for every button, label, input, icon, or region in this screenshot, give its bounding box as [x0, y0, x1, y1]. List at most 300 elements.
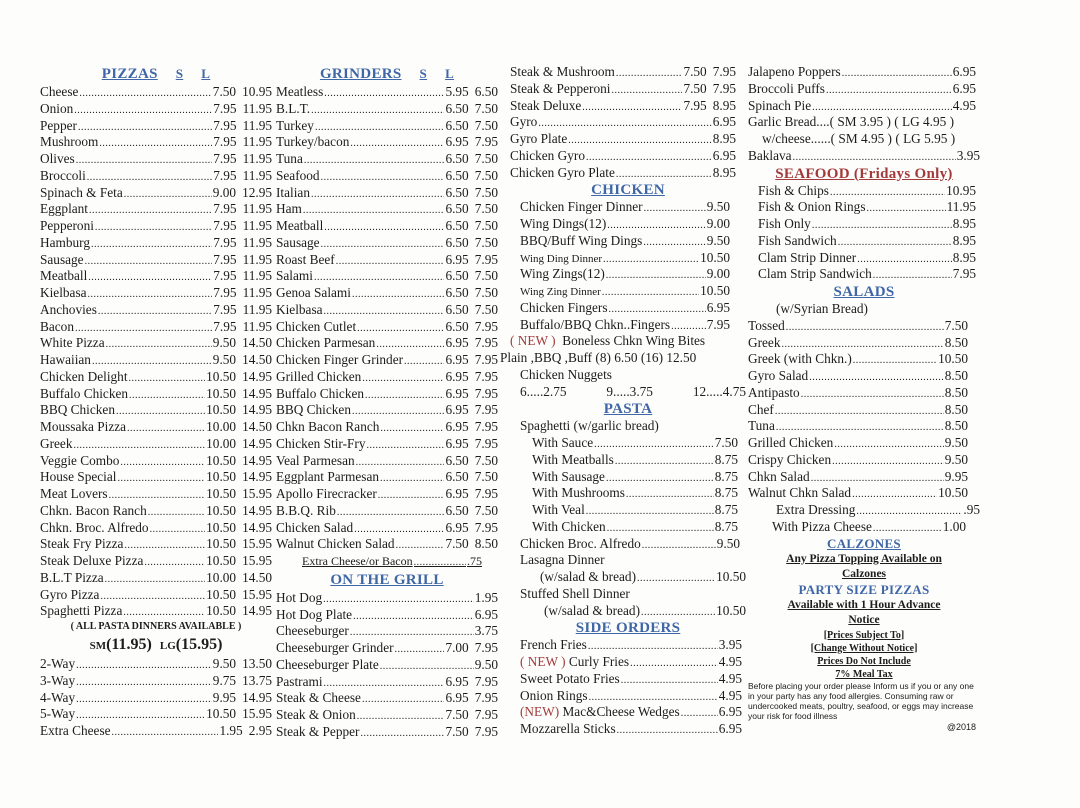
menu-item-price: 8.75: [714, 485, 738, 501]
menu-item-name: Steak Fry Pizza: [40, 536, 124, 552]
menu-item-price-large: 11.95: [242, 167, 272, 183]
menu-item-name: Buffalo Chicken: [40, 385, 129, 401]
menu-item-price-small: 6.50: [445, 469, 469, 485]
party-title: PARTY SIZE PIZZAS: [798, 581, 930, 597]
dot-leader: [144, 555, 205, 572]
menu-item-row: [510, 233, 746, 250]
menu-item-price-large: 7.50: [474, 502, 498, 518]
menu-item-price-large: 7.95: [474, 519, 498, 535]
menu-item-name: Broccoli: [40, 167, 86, 183]
menu-item-row: [748, 250, 980, 267]
prices-note-2: [Change Without Notice]: [810, 642, 918, 654]
menu-item-price: 9.95: [944, 468, 968, 484]
menu-item-price-small: 6.50: [445, 184, 469, 200]
menu-item-name: Fish & Onion Rings: [758, 199, 866, 215]
menu-item-row: [40, 386, 272, 403]
lasagna-sub: (w/salad & bread) ..... 10.50: [510, 569, 746, 586]
menu-item-price: 9.00: [706, 266, 730, 282]
menu-item-row: [40, 134, 272, 151]
steak-gyro-list: [510, 64, 746, 181]
menu-item-price: 4.95: [718, 654, 742, 669]
appetizer-list: [748, 64, 980, 114]
menu-item-name: With Mushrooms: [532, 485, 625, 501]
menu-item-price: 8.50: [944, 418, 968, 434]
dot-leader: [105, 572, 206, 589]
menu-item-price-small: 6.95: [445, 690, 469, 706]
menu-item-price-small: 10.50: [206, 502, 237, 518]
menu-item-row: [510, 148, 746, 165]
menu-item-name: Chicken Gyro: [510, 147, 585, 163]
menu-item-row: [510, 671, 746, 688]
menu-item-name: Steak Deluxe Pizza: [40, 553, 144, 568]
menu-item-price: 9.50: [706, 232, 730, 248]
menu-item-row: [276, 319, 498, 336]
menu-item-name: Veggie Combo: [40, 452, 120, 468]
menu-item-name: Grilled Chicken: [276, 368, 362, 384]
menu-item-row: [748, 216, 980, 233]
menu-item-price: 8.75: [714, 502, 738, 517]
menu-item-name: Tuna: [276, 151, 303, 166]
chicken-title: CHICKEN: [591, 182, 665, 199]
menu-item-name: Chicken Stir-Fry: [276, 435, 366, 451]
menu-item-row: [510, 469, 746, 486]
menu-item-row: [276, 640, 498, 657]
menu-item-name: Spaghetti Pizza: [40, 603, 123, 619]
menu-item-price-large: 11.95: [242, 301, 272, 317]
menu-item-row: [276, 607, 498, 624]
menu-item-price-small: 9.50: [212, 335, 237, 351]
menu-item-row: [40, 469, 272, 486]
seafood-list: [748, 183, 980, 284]
menu-item-row: [510, 266, 746, 283]
menu-item-name: Onion: [40, 100, 74, 116]
menu-item-price-small: 6.50: [445, 452, 469, 468]
menu-item-price-small: 7.50: [683, 80, 707, 96]
menu-item-price-small: 10.50: [206, 536, 237, 552]
menu-item-price: 6.95: [712, 147, 736, 163]
menu-item-row: [748, 64, 980, 81]
menu-item-name: Wing Zing Dinner: [520, 286, 601, 298]
menu-item-row: [276, 536, 498, 553]
menu-item-price-large: 11.95: [242, 134, 272, 150]
menu-item-price-small: 6.50: [445, 234, 469, 250]
menu-item-price: 10.50: [938, 351, 968, 367]
column-pizzas: [40, 64, 272, 740]
menu-item-row: [276, 690, 498, 707]
dot-leader: [366, 438, 444, 455]
menu-item-name: Chicken Finger Grinder: [276, 352, 404, 367]
menu-item-price-large: 14.50: [242, 569, 272, 585]
menu-item-row: [510, 199, 746, 216]
menu-item-price: 8.50: [944, 401, 968, 417]
new-tag: ( NEW ): [520, 654, 566, 669]
menu-item-name: Wing Ding Dinner: [520, 252, 603, 265]
menu-item-price-large: 14.95: [242, 502, 272, 518]
menu-item-price-small: 7.95: [213, 117, 237, 133]
menu-item-price: 8.50: [944, 384, 968, 400]
menu-item-row: [276, 101, 498, 118]
menu-item-price-small: 6.95: [445, 519, 469, 535]
menu-item-row: [276, 386, 498, 403]
menu-item-price: 4.95: [718, 687, 742, 703]
menu-item-price-large: 7.95: [474, 690, 498, 706]
menu-item-row: [276, 503, 498, 520]
menu-item-name: Tuna: [748, 418, 775, 434]
menu-item-name: Mac&Cheese Wedges: [562, 704, 680, 720]
menu-item-price-small: 10.50: [206, 385, 237, 401]
menu-item-row: [40, 268, 272, 285]
way-lg-label: LG: [159, 640, 176, 652]
grinders-size-large: L: [445, 66, 455, 81]
menu-item-row: [40, 235, 272, 252]
dot-leader: [395, 642, 445, 659]
menu-item-price-large: 11.95: [242, 318, 272, 334]
nuggets-label: Chicken Nuggets: [520, 366, 612, 382]
menu-item-row: [40, 520, 272, 537]
menu-item-price: 10.50: [938, 485, 968, 501]
dot-leader: [582, 100, 682, 117]
menu-item-row: [510, 250, 746, 267]
column-right: [748, 64, 980, 721]
menu-item-row: [40, 168, 272, 185]
menu-item-name: Seafood: [276, 167, 320, 183]
dot-leader: [112, 725, 219, 742]
menu-item-name: Steak & Cheese: [276, 690, 361, 706]
dot-leader: [129, 388, 205, 405]
menu-item-name: Pastrami: [276, 673, 323, 689]
menu-item-price-small: 10.50: [206, 452, 237, 468]
menu-item-name: Walnut Chkn Salad: [748, 485, 852, 501]
menu-item-name: BBQ Chicken: [40, 402, 115, 418]
menu-item-row: [276, 134, 498, 151]
menu-item-row: [510, 502, 746, 519]
menu-item-row: [276, 724, 498, 741]
dot-leader: [353, 609, 474, 626]
menu-item-price-large: 7.50: [474, 301, 498, 317]
dot-leader: [350, 136, 444, 153]
dot-leader: [786, 320, 944, 337]
dot-leader: [621, 673, 718, 690]
menu-item-price-large: 7.50: [474, 201, 498, 217]
menu-item-name: Veal Parmesan: [276, 452, 355, 468]
menu-item-name: Steak & Onion: [276, 707, 356, 722]
dot-leader: [76, 658, 212, 675]
menu-item-price-large: 11.95: [242, 268, 272, 284]
menu-item-price-large: 7.50: [474, 218, 498, 233]
menu-item-price-large: 7.50: [474, 184, 498, 200]
menu-item-row: [40, 587, 272, 604]
menu-item-row: [748, 351, 980, 368]
dot-leader: [852, 487, 937, 504]
menu-item-price: 4.95: [718, 670, 742, 686]
menu-item-name: Gyro Plate: [510, 131, 568, 146]
pasta-alfredo: Chicken Broc. Alfredo ..... 9.50: [510, 536, 746, 553]
menu-item-name: Jalapeno Poppers: [748, 64, 841, 79]
menu-item-name: Buffalo Chicken: [276, 385, 365, 401]
menu-item-row: [40, 419, 272, 436]
menu-item-row: [510, 216, 746, 233]
menu-item-name: Chkn. Bacon Ranch: [40, 502, 147, 518]
menu-item-name: Walnut Chicken Salad: [276, 536, 395, 552]
menu-item-row: [748, 385, 980, 402]
menu-item-price-small: 6.95: [445, 385, 469, 401]
menu-item-price-large: 7.95: [474, 368, 498, 384]
menu-item-row: [276, 707, 498, 724]
menu-item-price: 10.50: [700, 283, 730, 298]
menu-item-name: White Pizza: [40, 335, 105, 351]
menu-item-row: [40, 319, 272, 336]
menu-item-price-large: 7.50: [474, 151, 498, 166]
menu-item-price: 8.95: [952, 249, 976, 265]
menu-item-name: Spinach & Feta: [40, 184, 123, 200]
pasta-dinners-note: ( ALL PASTA DINNERS AVAILABLE ): [70, 621, 242, 632]
menu-item-row: [276, 151, 498, 168]
menu-item-price-small: 7.50: [445, 707, 469, 722]
dot-leader: [76, 675, 212, 692]
menu-item-price-small: 10.50: [206, 402, 237, 418]
menu-item-price-large: 14.95: [242, 385, 272, 401]
menu-item-price-large: 15.95: [242, 706, 272, 722]
menu-item-price-large: 12.95: [242, 184, 272, 200]
menu-item-row: [40, 369, 272, 386]
menu-item-price: 7.95: [706, 316, 730, 332]
column-grinders: [276, 64, 498, 741]
menu-item-price-large: 7.50: [474, 452, 498, 468]
dot-leader: [360, 726, 444, 743]
dot-leader: [809, 370, 944, 387]
way-sm-price: (11.95): [106, 636, 152, 653]
menu-item-price-large: 7.95: [474, 486, 498, 501]
menu-item-price-large: 11.95: [242, 117, 272, 133]
menu-item-price-small: 10.50: [206, 519, 237, 535]
menu-item-row: [276, 235, 498, 252]
dot-leader: [380, 471, 444, 488]
menu-item-name: Meatball: [276, 218, 324, 233]
dot-leader: [853, 353, 937, 370]
menu-item-row: [276, 218, 498, 235]
menu-item-price-small: 9.75: [212, 672, 237, 688]
menu-item-price-small: 7.95: [213, 234, 237, 250]
menu-item-name: Chef: [748, 401, 774, 417]
menu-item-price-large: 7.95: [474, 640, 498, 655]
menu-item-price-large: 14.50: [242, 419, 272, 434]
menu-item-name: Meatball: [40, 268, 88, 284]
menu-item-price-small: 7.95: [213, 318, 237, 334]
menu-item-name: Sausage: [276, 234, 320, 250]
menu-item-name: Wing Dings(12): [520, 216, 607, 231]
extra-cheese-bacon: Extra Cheese/or Bacon ..... .75: [276, 553, 482, 570]
menu-item-name: With Sausage: [532, 468, 605, 484]
dot-leader: [321, 170, 445, 187]
dot-leader: [644, 201, 706, 218]
menu-item-name: Moussaka Pizza: [40, 419, 127, 434]
grinders-header: [276, 64, 498, 84]
menu-item-name: 2-Way: [40, 656, 76, 671]
menu-item-row: [40, 118, 272, 135]
menu-item-row: [40, 453, 272, 470]
menu-item-row: [40, 201, 272, 218]
menu-item-row: [40, 185, 272, 202]
menu-item-name: Chkn Bacon Ranch: [276, 419, 380, 434]
menu-item-row: [276, 469, 498, 486]
menu-item-price-small: 10.50: [206, 603, 237, 619]
menu-item-name: Cheeseburger Grinder: [276, 640, 394, 655]
menu-item-row: [748, 318, 980, 335]
menu-item-name: 4-Way: [40, 689, 76, 705]
dot-leader: [124, 187, 212, 204]
dot-leader: [615, 454, 714, 471]
menu-item-row: [40, 486, 272, 503]
menu-item-name: Meatless: [276, 84, 324, 99]
menu-item-price-small: 6.95: [445, 486, 469, 501]
dot-leader: [616, 66, 683, 83]
party-line1: Available with 1 Hour Advance: [787, 598, 941, 611]
menu-item-row: [748, 81, 980, 98]
menu-item-name: Steak & Pepperoni: [510, 80, 611, 96]
menu-item-price: 7.50: [714, 435, 738, 450]
dot-leader: [378, 488, 445, 505]
way-sm-label: SM: [89, 640, 107, 652]
menu-item-row: [276, 185, 498, 202]
column-middle: [500, 64, 746, 738]
way-prices: [40, 634, 272, 656]
menu-item-price: 10.50: [700, 249, 730, 265]
menu-item-row: [510, 704, 746, 721]
menu-item-price: 9.50: [944, 451, 968, 467]
dot-leader: [362, 692, 445, 709]
shell-label: Stuffed Shell Dinner: [520, 585, 630, 601]
pizzas-size-large: L: [201, 66, 211, 81]
menu-item-name: Steak Deluxe: [510, 97, 582, 113]
dot-leader: [88, 270, 212, 287]
menu-item-row: [40, 503, 272, 520]
menu-item-price-large: 2.95: [248, 723, 272, 738]
menu-item-price-large: 14.95: [242, 368, 272, 384]
menu-item-name: Broccoli Puffs: [748, 80, 825, 96]
menu-item-price-small: 9.00: [212, 184, 237, 200]
menu-item-row: [40, 436, 272, 453]
menu-item-price-large: 11.95: [242, 218, 272, 233]
menu-item-name: Mozzarella Sticks: [520, 721, 616, 736]
dot-leader: [129, 371, 206, 388]
dot-leader: [832, 454, 944, 471]
dot-leader: [603, 252, 699, 269]
menu-item-row: [748, 266, 980, 283]
dot-leader: [336, 254, 445, 271]
seafood-title: SEAFOOD (Fridays Only): [775, 165, 953, 182]
menu-item-price-small: 10.50: [206, 553, 237, 568]
dot-leader: [842, 66, 952, 83]
menu-item-price-small: 10.50: [206, 586, 237, 602]
menu-item-price-large: 13.50: [242, 656, 272, 671]
menu-item-name: Clam Strip Dinner: [758, 249, 857, 265]
menu-item-row: [748, 98, 980, 115]
pasta-list: [510, 435, 746, 536]
menu-item-price: 8.95: [952, 232, 976, 248]
sides-title: SIDE ORDERS: [575, 620, 681, 637]
menu-item-row: [276, 118, 498, 135]
menu-item-price-large: 7.50: [474, 100, 498, 116]
menu-item-price: 8.75: [714, 451, 738, 467]
menu-item-row: [276, 168, 498, 185]
menu-item-price-small: 7.95: [683, 97, 707, 113]
dot-leader: [834, 437, 943, 454]
boneless-wings: ( NEW ) Boneless Chkn Wing Bites: [510, 333, 706, 349]
menu-item-name: Anchovies: [40, 301, 97, 317]
dot-leader: [116, 404, 205, 421]
menu-item-price-small: 7.95: [213, 301, 237, 317]
menu-item-name: Gyro: [510, 114, 538, 130]
menu-item-row: [510, 519, 746, 536]
menu-item-row: [748, 485, 980, 502]
dot-leader: [85, 254, 213, 271]
menu-item-price-small: 6.50: [445, 285, 469, 300]
menu-item-name: Mushroom: [40, 134, 99, 150]
menu-item-name: Fish & Chips: [758, 182, 829, 198]
menu-item-price-large: 7.95: [474, 435, 498, 451]
menu-item-name: B.L.T Pizza: [40, 569, 104, 585]
menu-item-row: [510, 300, 746, 317]
menu-item-row: [510, 81, 746, 98]
dot-leader: [380, 421, 444, 438]
menu-item-price: 9.00: [706, 216, 730, 231]
menu-item-row: [748, 418, 980, 435]
menu-item-price-small: 7.50: [445, 723, 469, 739]
calzones-title: CALZONES: [827, 535, 901, 551]
menu-item-name: Cheese: [40, 84, 79, 99]
dot-leader: [362, 371, 444, 388]
menu-item-name: House Special: [40, 469, 117, 485]
menu-item-row: [510, 637, 746, 654]
menu-item-price-large: 6.50: [474, 84, 498, 99]
menu-item-row: [276, 657, 498, 674]
menu-item-price: 11.95: [946, 199, 976, 215]
dot-leader: [775, 404, 944, 421]
menu-item-price: 4.95: [952, 97, 976, 113]
menu-item-name: Chicken Delight: [40, 368, 128, 384]
menu-item-price-small: 10.00: [206, 569, 237, 585]
dot-leader: [150, 522, 206, 539]
dot-leader: [311, 103, 444, 120]
menu-item-name: Eggplant: [40, 201, 89, 217]
menu-item-name: Spinach Pie: [748, 97, 812, 113]
menu-item-name: B.L.T.: [276, 100, 311, 116]
dot-leader: [681, 706, 718, 723]
menu-item-price-large: 7.95: [474, 419, 498, 434]
menu-item-name: With Veal: [532, 502, 585, 517]
menu-item-row: [40, 603, 272, 620]
menu-item-row: [276, 201, 498, 218]
menu-item-name: Kielbasa: [276, 301, 323, 317]
dot-leader: [867, 201, 946, 218]
menu-item-row: [40, 84, 272, 101]
salads-title: SALADS: [833, 284, 895, 300]
dot-leader: [602, 285, 699, 302]
dot-leader: [606, 268, 706, 285]
menu-item-price: 8.95: [712, 131, 736, 146]
dot-leader: [303, 203, 445, 220]
menu-item-name: Steak & Mushroom: [510, 64, 615, 79]
menu-item-price-large: 15.95: [242, 553, 272, 568]
dot-leader: [95, 220, 212, 237]
menu-item-row: [276, 84, 498, 101]
salads-list: [748, 318, 980, 502]
menu-item-price-large: 7.95: [474, 673, 498, 689]
dot-leader: [79, 86, 211, 103]
menu-item-price-small: 7.95: [213, 134, 237, 150]
menu-item-price: 8.95: [712, 164, 736, 180]
menu-item-name: Chicken Fingers: [520, 299, 608, 315]
